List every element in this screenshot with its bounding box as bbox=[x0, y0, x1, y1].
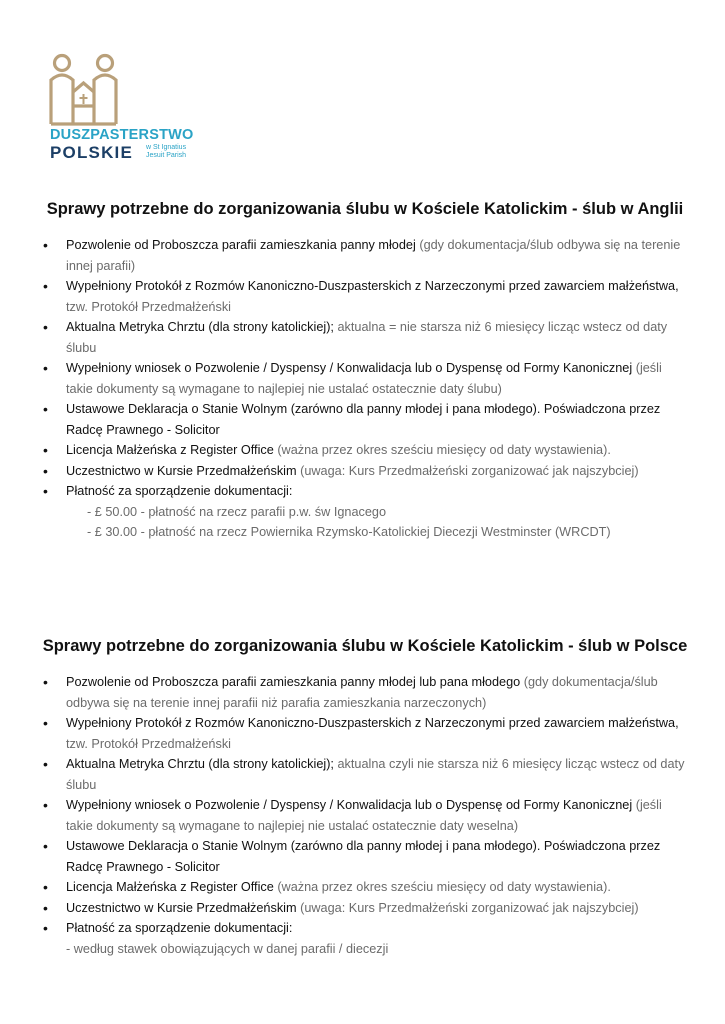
list-item bbox=[40, 754, 690, 795]
item-main-text: Aktualna Metryka Chrztu (dla strony katolickiej); bbox=[66, 757, 334, 771]
logo-subtitle bbox=[146, 144, 186, 160]
requirements-list bbox=[40, 672, 690, 959]
item-note-text: aktualna = nie starsza niż 6 miesięcy licząc wstecz od daty ślubu bbox=[66, 320, 668, 355]
item-main-text: Wypełniony wniosek o Pozwolenie / Dyspensy / Konwalidacja lub o Dyspensę od Formy Kanonicznej bbox=[66, 798, 633, 812]
payment-line: - £ 30.00 - płatność na rzecz Powiernika Rzymsko-Katolickiej Diecezji Westminster (WRCDT) bbox=[87, 525, 611, 539]
requirements-list bbox=[40, 235, 690, 543]
section-heading: Sprawy potrzebne do zorganizowania ślubu w Kościele Katolickim - ślub w Anglii bbox=[46, 200, 684, 218]
logo bbox=[48, 52, 208, 162]
item-main-text: Pozwolenie od Proboszcza parafii zamieszkania panny młodej bbox=[66, 238, 416, 252]
item-main-text: Licencja Małżeńska z Register Office bbox=[66, 880, 274, 894]
list-item bbox=[40, 399, 690, 440]
item-main-text: Wypełniony Protokół z Rozmów Kanoniczno-Duszpasterskich z Narzeczonymi przed zawarciem małżeństwa, bbox=[66, 716, 679, 730]
item-main-text: Uczestnictwo w Kursie Przedmałżeńskim bbox=[66, 463, 297, 478]
list-item bbox=[40, 713, 690, 754]
item-note-text: (uwaga: Kurs Przedmałżeński zorganizować jak najszybciej) bbox=[296, 463, 639, 478]
church-logo-icon bbox=[48, 52, 122, 126]
list-item bbox=[40, 276, 690, 317]
section-wedding-poland bbox=[40, 637, 690, 959]
logo-title-line2: POLSKIE bbox=[50, 143, 134, 162]
item-main-text: Ustawowe Deklaracja o Stanie Wolnym (zarówno dla panny młodej i pana młodego). Poświadczona przez Radcę Prawnego - Solicitor bbox=[66, 839, 661, 874]
list-item bbox=[40, 440, 690, 461]
list-item bbox=[40, 481, 690, 543]
item-main-text: Ustawowe Deklaracja o Stanie Wolnym (zarówno dla panny młodej i pana młodego). Poświadczona przez Radcę Prawnego - Solicitor bbox=[66, 402, 661, 437]
item-main-text: Uczestnictwo w Kursie Przedmałżeńskim bbox=[66, 900, 297, 915]
item-main-text: Płatność za sporządzenie dokumentacji: bbox=[66, 484, 293, 498]
item-main-text: Aktualna Metryka Chrztu (dla strony katolickiej); bbox=[66, 320, 334, 334]
item-note-text: (gdy dokumentacja/ślub odbywa się na terenie innej parafii niż parafia zamieszkania narzeczonych) bbox=[66, 675, 658, 710]
list-item bbox=[40, 898, 690, 919]
item-main-text: Wypełniony Protokół z Rozmów Kanoniczno-Duszpasterskich z Narzeczonymi przed zawarciem małżeństwa, bbox=[66, 279, 679, 293]
list-item bbox=[40, 672, 690, 713]
list-item bbox=[40, 795, 690, 836]
item-main-text: Pozwolenie od Proboszcza parafii zamieszkania panny młodej lub pana młodego bbox=[66, 675, 521, 689]
item-note-text: (uwaga: Kurs Przedmałżeński zorganizować jak najszybciej) bbox=[296, 900, 639, 915]
list-item bbox=[40, 461, 690, 482]
list-item bbox=[40, 235, 690, 276]
item-main-text: Płatność za sporządzenie dokumentacji: bbox=[66, 921, 293, 935]
payment-line: - £ 50.00 - płatność na rzecz parafii p.w. św Ignacego bbox=[87, 504, 387, 519]
list-item bbox=[40, 358, 690, 399]
item-main-text: Licencja Małżeńska z Register Office bbox=[66, 443, 274, 457]
list-item bbox=[40, 317, 690, 358]
payment-line: - według stawek obowiązujących w danej parafii / diecezji bbox=[66, 941, 389, 956]
list-item bbox=[40, 918, 690, 959]
payment-sublist bbox=[66, 502, 690, 543]
item-main-text: Wypełniony wniosek o Pozwolenie / Dyspensy / Konwalidacja lub o Dyspensę od Formy Kanonicznej bbox=[66, 361, 633, 375]
section-heading: Sprawy potrzebne do zorganizowania ślubu w Kościele Katolickim - ślub w Polsce bbox=[42, 637, 688, 655]
item-note-text: tzw. Protokół Przedmałżeński bbox=[66, 736, 231, 751]
list-item bbox=[40, 877, 690, 898]
item-note-text: (ważna przez okres sześciu miesięcy od daty wystawienia). bbox=[273, 443, 611, 457]
item-note-text: aktualna czyli nie starsza niż 6 miesięcy licząc wstecz od daty ślubu bbox=[66, 757, 685, 792]
logo-subtitle-line1: w St Ignatius bbox=[146, 144, 187, 151]
payment-sublist bbox=[66, 939, 690, 960]
logo-subtitle-line2: Jesuit Parish bbox=[146, 152, 187, 159]
section-wedding-england bbox=[40, 200, 690, 543]
item-note-text: tzw. Protokół Przedmałżeński bbox=[66, 299, 231, 314]
item-note-text: (gdy dokumentacja/ślub odbywa się na terenie innej parafii) bbox=[66, 238, 681, 273]
item-note-text: (jeśli takie dokumenty są wymagane to najlepiej nie ustalać ostatecznie daty weselna) bbox=[66, 798, 662, 833]
item-note-text: (ważna przez okres sześciu miesięcy od daty wystawienia). bbox=[273, 880, 611, 894]
logo-title-line1: DUSZPASTERSTWO bbox=[50, 127, 194, 143]
list-item bbox=[40, 836, 690, 877]
item-note-text: (jeśli takie dokumenty są wymagane to najlepiej nie ustalać ostatecznie daty ślubu) bbox=[66, 361, 662, 396]
